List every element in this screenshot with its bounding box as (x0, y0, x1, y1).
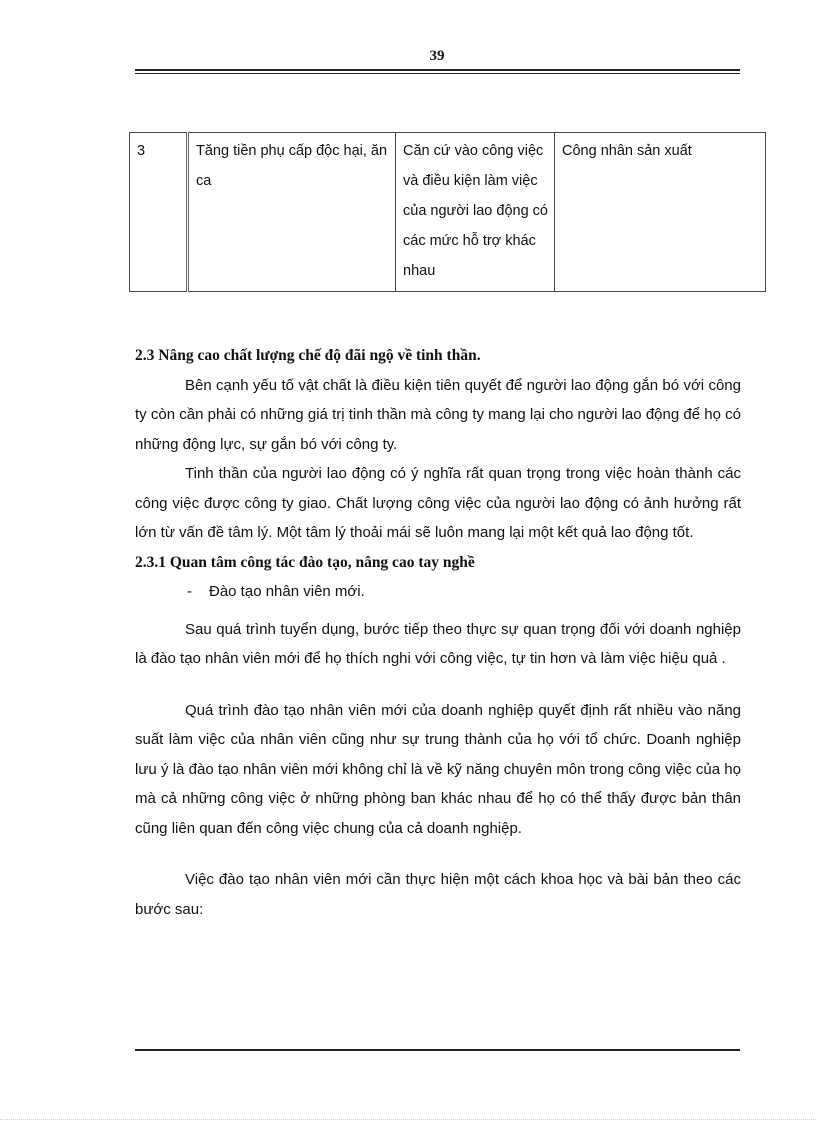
footer-rule (135, 1049, 740, 1051)
document-body (135, 341, 741, 924)
paragraph: Bên cạnh yếu tố vật chất là điều kiện tiên quyết để người lao động gắn bó với công ty còn cần phải có những giá trị tinh thần mà công ty mang lại cho người lao động để họ có những động lực, sự gắn bó với công ty. (135, 376, 741, 453)
table-cell-item: Tăng tiền phụ cấp độc hại, ăn ca (188, 133, 396, 292)
section-heading-2-3: 2.3 Nâng cao chất lượng chế độ đãi ngộ về tinh thần. (135, 347, 481, 364)
table-cell-target: Công nhân sản xuất (555, 133, 766, 292)
table-row (130, 133, 766, 292)
header-rule (135, 69, 740, 74)
paragraph: Sau quá trình tuyển dụng, bước tiếp theo thực sự quan trọng đối với doanh nghiệp là đào tạo nhân viên mới để họ thích nghi với công việc, tự tin hơn và làm việc hiệu quả . (135, 620, 741, 667)
paragraph: Tinh thần của người lao động có ý nghĩa rất quan trọng trong việc hoàn thành các công việc được công ty giao. Chất lượng công việc của người lao động có ảnh hưởng rất lớn từ vấn đề tâm lý. Một tâm lý thoải mái sẽ luôn mang lại một kết quả lao động tốt. (135, 465, 741, 541)
paragraph: Quá trình đào tạo nhân viên mới của doanh nghiệp quyết định rất nhiều vào năng suất làm việc của nhân viên cũng như sự trung thành của họ với tổ chức. Doanh nghiệp lưu ý là đào tạo nhân viên mới không chỉ là về kỹ năng chuyên môn trong công việc của họ mà cả những công việc ở những phòng ban khác nhau để họ có thể thấy được bản thân cũng liên quan đến công việc chung của cả doanh nghiệp. (135, 701, 741, 837)
benefit-table (129, 132, 766, 292)
bullet-mark: - (187, 583, 192, 600)
bullet-item (135, 577, 741, 607)
paragraph: Việc đào tạo nhân viên mới cần thực hiện một cách khoa học và bài bản theo các bước sau: (135, 871, 741, 918)
table-cell-basis: Căn cứ vào công việc và điều kiện làm việc của người lao động có các mức hỗ trợ khác nhau (396, 133, 555, 292)
table-cell-stt: 3 (130, 133, 188, 292)
page-number: 39 (429, 48, 445, 64)
bullet-text: Đào tạo nhân viên mới. (209, 583, 365, 600)
section-heading-2-3-1: 2.3.1 Quan tâm công tác đào tạo, nâng cao tay nghề (135, 553, 475, 571)
page-edge (0, 1119, 816, 1120)
